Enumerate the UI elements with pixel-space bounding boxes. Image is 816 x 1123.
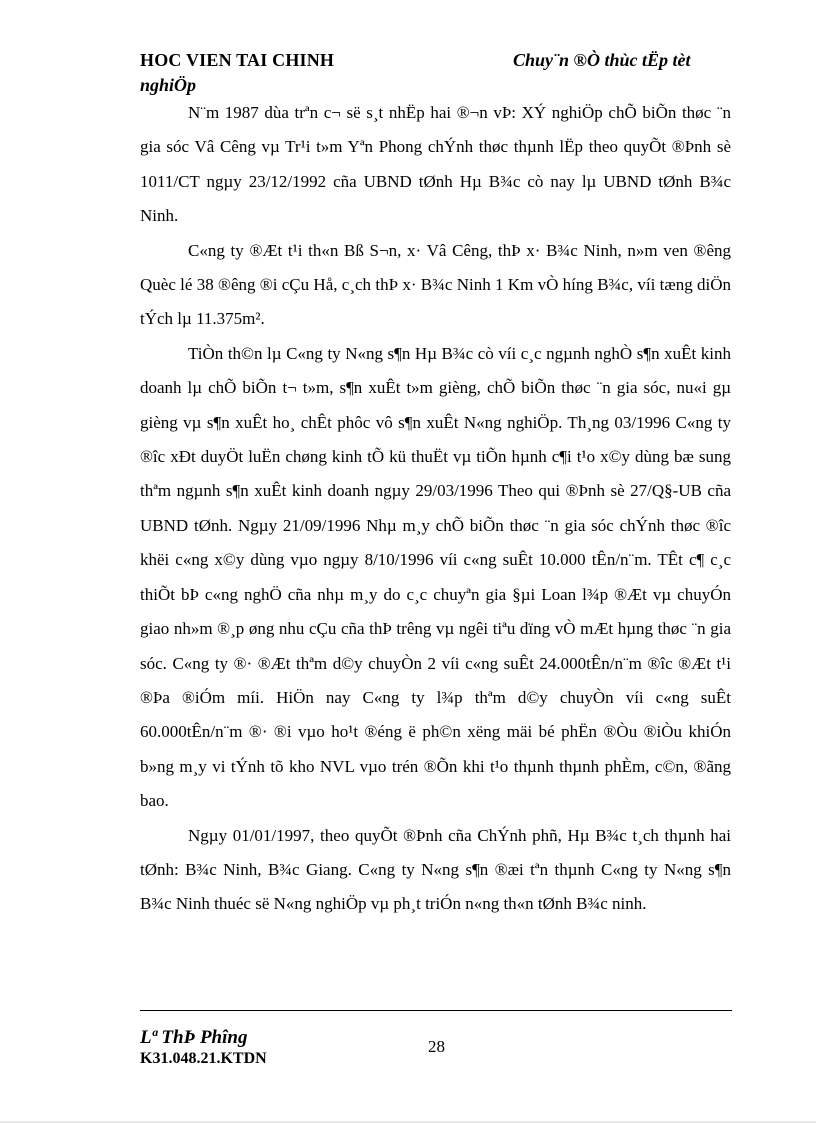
paragraph-3: TiÒn th©n lµ C«ng ty N«ng s¶n Hµ B¾c cò víi c¸c ngµnh nghÒ s¶n xuÊt kinh doanh lµ chÕ biÕn t¬ t»m, s¶n xuÊt t»m gièng, chÕ biÕn thøc ¨n gia sóc, nu«i gµ gièng vµ s¶n xuÊt ho¸ chÊt phôc vô s¶n xuÊt N«ng nghiÖp. Th¸ng 03/1996 C«ng ty ®îc xÐt duyÖt luËn chøng kinh tÕ kü thuËt vµ tiÕn hµnh c¶i t¹o x©y dùng bæ sung thªm ngµnh s¶n xuÊt kinh doanh ngµy 29/03/1996 Theo qui ®Þnh sè 27/Q§-UB cña UBND tØnh. Ngµy 21/09/1996 Nhµ m¸y chÕ biÕn thøc ¨n gia sóc chÝnh thøc ®îc khëi c«ng x©y dùng vµo ngµy 8/10/1996 víi c«ng suÊt 10.000 tÊn/n¨m. TÊt c¶ c¸c thiÕt bÞ c«ng nghÖ cña nhµ m¸y do c¸c chuyªn gia §µi Loan l¾p ®Æt vµ chuyÓn giao nh»m ®¸p øng nhu cÇu cña thÞ trêng vµ ngêi tiªu dïng vÒ mÆt hµng thøc ¨n gia sóc. C«ng ty ®· ®Æt thªm d©y chuyÒn 2 víi c«ng suÊt 24.000tÊn/n¨m ®îc ®Æt t¹i ®Þa ®iÓm míi. HiÖn nay C«ng ty l¾p thªm d©y chuyÒn víi c«ng suÊt 60.000tÊn/n¨m ®· ®i vµo ho¹t ®éng ë ph©n xëng mäi bé phËn ®Òu ®iÒu khiÓn b»ng m¸y vi tÝnh tõ kho NVL vµo trén ®Õn khi t¹o thµnh thµnh phÈm, c©n, ®ãng bao. (140, 343, 731, 811)
header-document-title: Chuy¨n ®Ò thùc tËp tèt (513, 50, 691, 70)
paragraph-2: C«ng ty ®Æt t¹i th«n Bß S¬n, x· Vâ Cêng, thÞ x· B¾c Ninh, n»m ven ®êng Quèc lé 38 ®êng ®i cÇu Hå, c¸ch thÞ x· B¾c Ninh 1 Km vÒ híng B¾c, víi tæng diÖn tÝch lµ 11.375m². (140, 240, 731, 329)
paragraph-1: N¨m 1987 dùa trªn c¬ së s¸t nhËp hai ®¬n vÞ: XÝ nghiÖp chÕ biÕn thøc ¨n gia sóc Vâ Cêng vµ Tr¹i t»m Yªn Phong chÝnh thøc thµnh lËp theo quyÕt ®Þnh sè 1011/CT ngµy 23/12/1992 cña UBND tØnh Hµ B¾c cò nay lµ UBND tØnh B¾c Ninh. (140, 103, 731, 226)
header-school-name: HOC VIEN TAI CHINH (140, 50, 335, 70)
footer-divider (140, 1010, 732, 1011)
page-number: 28 (428, 1037, 445, 1056)
paragraph-4: Ngµy 01/01/1997, theo quyÕt ®Þnh cña ChÝnh phñ, Hµ B¾c t¸ch thµnh hai tØnh: B¾c Ninh, B¾c Giang. C«ng ty N«ng s¶n ®æi tªn thµnh C«ng ty N«ng s¶n B¾c Ninh thuéc së N«ng nghiÖp vµ ph¸t triÓn n«ng th«n tØnh B¾c ninh. (140, 825, 731, 914)
body-text (140, 96, 731, 922)
footer-author-name: Lª ThÞ Phîng (140, 1027, 248, 1048)
footer-student-id: K31.048.21.KTDN (140, 1050, 267, 1067)
header-document-title-continued: nghiÖp (140, 75, 197, 95)
